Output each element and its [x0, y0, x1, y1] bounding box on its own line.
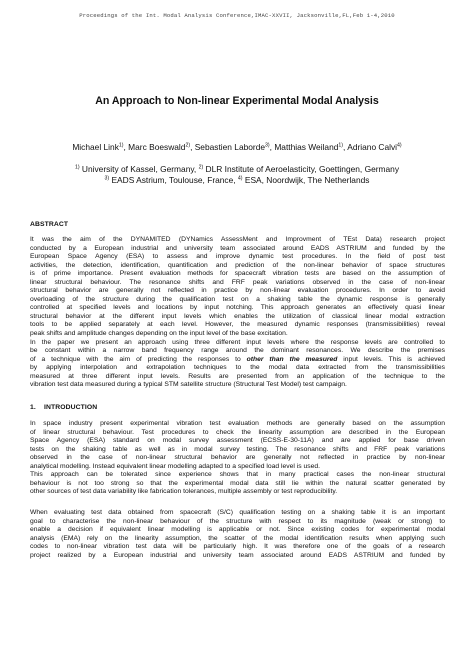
- text-line: behaviour is not too strong so that the experimental modal data still lie within the natural scatter generated by: [30, 479, 445, 487]
- emphasis-text: other than the measured: [246, 355, 338, 363]
- text-line: by applying interpolation and extrapolation techniques to the modal data extracted from the transmissibilities: [30, 364, 445, 372]
- text-line: activities, the detection, identification, quantification and prediction of the non-linear behavior of space structures: [30, 261, 445, 269]
- text-line: structural behavior are generally not reflected in practice by non-linear evaluation procedures. In order to avoid: [30, 287, 445, 295]
- text-line: of a technique with the aim of predicting the responses to other than the measured input levels. This is achieved: [30, 355, 445, 363]
- text-line: observed in the case of non-linear structural behavior are generally not reflected in practice by non-linear: [30, 454, 445, 462]
- affiliations: [0, 164, 474, 186]
- text-line: tests on the shaking table as well as in modal survey testing. The resonance shifts and FRF peak variations: [30, 445, 445, 453]
- text-line: goal to characterise the non-linear behaviour of the structure with respect to its magnitude (weak or strong) to: [30, 517, 445, 525]
- text-line: linear structural behaviour. The resonance shifts and FRF peak variations observed in the case of non-linear: [30, 278, 445, 286]
- author: Adriano Calvi$^{4)}$: [347, 142, 402, 152]
- text-line: When evaluating test data obtained from spacecraft (S/C) qualification testing on a shaking table it is an important: [30, 509, 445, 516]
- author: Marc Boeswald$^{2)}$,: [128, 142, 195, 152]
- text-line: Space Agency (ESA) standard on modal survey assessment (ECSS-E-30-11A) and are applied for base driven: [30, 437, 445, 445]
- text-line: In the paper we present an approach using three different input levels where the response levels are controlled to: [30, 338, 445, 346]
- text-line: measured at three different input levels. Results are presented from an application of the technique to the: [30, 372, 445, 380]
- text-line: controlled at specified levels and locations by input notching. This approach generates an effectively quasi linear: [30, 304, 445, 312]
- author-list: [0, 142, 474, 152]
- abstract-body: [30, 236, 445, 390]
- text-line: is of prime importance. Present evaluation methods for spacecraft vibration tests are based on the assumption of: [30, 270, 445, 278]
- text-line: tools to be applied separately at each level. However, the measured dynamic responses (transmissibilities) reveal: [30, 321, 445, 329]
- text-line: be constant within a narrow band frequency range around the dominant resonances. We describe the premises: [30, 347, 445, 355]
- text-line: codes to non-linear vibration test data will be particularly high. It was therefore one of the goals of a research: [30, 543, 445, 551]
- text-line: European Space Agency (ESA) to assess and improve dynamic test procedures. In the field of post test: [30, 253, 445, 261]
- text-line: This approach can be tolerated since experience shows that in many practical cases the non-linear structural: [30, 471, 445, 479]
- author: Michael Link$^{1)}$,: [72, 142, 129, 152]
- text-line: peak shifts and amplitude changes depending on the input level of the base excitation.: [30, 330, 288, 338]
- running-head: Proceedings of the Int. Modal Analysis Conference,IMAC-XXVII, Jacksonville,FL,Feb 1-4,2010: [79, 12, 395, 19]
- text-line: of linear structural behaviour. Test procedures to check the linearity assumption are described in the European: [30, 428, 445, 436]
- text-line: project realized by a European industrial and university team associated around EADS ASTRIUM and funded by: [30, 551, 445, 559]
- text-line: vibration test data measured during a typical STM satellite structure (Structural Test Model) test campaign.: [30, 381, 347, 389]
- author: Sebastien Laborde$^{3)}$,: [194, 142, 275, 152]
- text-line: It was the aim of the DYNAMITED (DYNamics AssessMent and Improvment of TEst Data) research project: [30, 236, 445, 243]
- text-line: conducted by a European industrial and university team associated around EADS ASTRIUM and funded by the: [30, 244, 445, 252]
- affiliation-line: $^{3)}$ EADS Astrium, Toulouse, France, $^{4)}$ ESA, Noordwijk, The Netherlands: [104, 175, 370, 185]
- text-line: overloading of the structure during the qualification test on a shaking table the dynamic response is generally: [30, 295, 445, 303]
- paper-title: An Approach to Non-linear Experimental Modal Analysis: [95, 95, 379, 107]
- affiliation-line: $^{1)}$ University of Kassel, Germany, $^{2)}$ DLR Institute of Aeroelasticity, Goettingen, Germany: [74, 164, 400, 174]
- abstract-heading: ABSTRACT: [30, 221, 69, 228]
- introduction-paragraph-2: [30, 509, 445, 560]
- section-heading-introduction: 1. INTRODUCTION: [30, 404, 98, 411]
- author: Matthias Weiland$^{1)}$,: [274, 142, 348, 152]
- text-line: In space industry present experimental vibration test evaluation methods are generally based on the assumption: [30, 420, 445, 427]
- text-line: analysis (EMA) rely on the linearity assumption, the scatter of the modal identification results when applying such: [30, 534, 445, 542]
- text-line: other sources of test data variability like fabrication tolerances, multiple assembly or test reproducibility.: [30, 488, 338, 496]
- text-line: analytical modelling. Instead equivalent linear modelling adapted to a specified load level is used.: [30, 462, 321, 470]
- text-line: structural behavior at the different input levels which enables the utilization of classical linear modal extraction: [30, 312, 445, 320]
- text-line: enable a decision if equivalent linear modelling is applicable or not. Since existing codes for experimental modal: [30, 526, 445, 534]
- introduction-paragraph-1: [30, 420, 445, 497]
